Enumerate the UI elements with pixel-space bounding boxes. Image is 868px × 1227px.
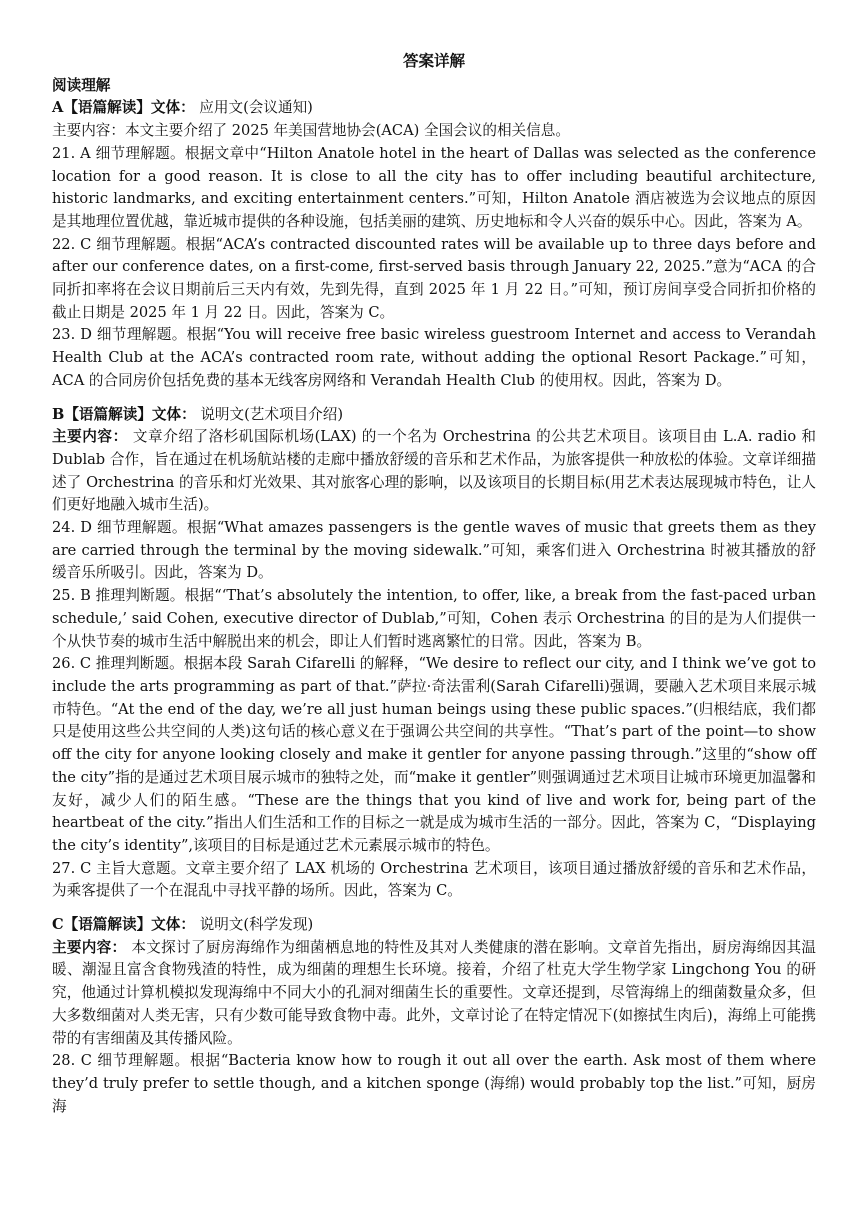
passage-b-heading xyxy=(52,404,816,427)
passage-a-heading-label: A【语篇解读】文体： xyxy=(52,99,195,117)
passage-c-block xyxy=(52,914,816,1118)
passage-a-block xyxy=(52,97,816,392)
passage-c-summary xyxy=(52,937,816,1051)
passage-c-genre: 说明文(科学发现) xyxy=(194,916,314,934)
passage-a-summary: 主要内容：本文主要介绍了 2025 年美国营地协会(ACA) 全国会议的相关信息。 xyxy=(52,122,570,140)
answer-21: 21. A 细节理解题。根据文章中“Hilton Anatole hotel in the heart of Dallas was selected as the conference location for a good reason. It is close to all the city has to offer including beautiful architecture, historic landmarks, and exciting entertainment centers.”可知，Hilton Anatole 酒店被选为会议地点的原因是其地理位置优越，靠近城市提供的各种设施，包括美丽的建筑、历史地标和令人兴奋的娱乐中心。因此，答案为 A。 xyxy=(52,144,816,230)
answer-26: 26. C 推理判断题。根据本段 Sarah Cifarelli 的解释，“We desire to reflect our city, and I think we’ve got to include the arts programming as part of that.”萨拉·奇法雷利(Sarah Cifarelli)强调，要融入艺术项目来展示城市特色。“At the end of the day, we’re all just human beings using these public spaces.”(归根结底，我们都只是使用这些公共空间的人类)这句话的核心意义在于强调公共空间的共享性。“That’s part of the point—to show off the city for anyone looking closely and make it gentler for anyone passing through.”这里的“show off the city”指的是通过艺术项目展示城市的独特之处，而“make it gentler”则强调通过艺术项目让城市环境更加温馨和友好，减少人们的陌生感。“These are the things that you kind of live and work for, being part of the heartbeat of the city.”指出人们生活和工作的目标之一就是成为城市生活的一部分。因此，答案为 C，“Displaying the city’s identity”,该项目的目标是通过艺术元素展示城市的特色。 xyxy=(52,655,816,854)
passage-a-heading xyxy=(52,97,816,120)
section-divider xyxy=(52,393,816,404)
passage-a-genre: 应用文(会议通知) xyxy=(194,99,313,117)
answer-28: 28. C 细节理解题。根据“Bacteria know how to rough it out all over the earth. Ask most of them where they’d truly prefer to settle though, and a kitchen sponge (海绵) would probably top the list.”可知，厨房海 xyxy=(52,1052,816,1115)
document-title: 答案详解 xyxy=(402,51,465,70)
section-divider xyxy=(52,903,816,914)
passage-b-summary xyxy=(52,426,816,517)
passage-b-heading-label: B【语篇解读】文体： xyxy=(52,405,196,423)
passage-c-summary-text: 本文探讨了厨房海绵作为细菌栖息地的特性及其对人类健康的潜在影响。文章首先指出，厨房海绵因其温暖、潮湿且富含食物残渣的特性，成为细菌的理想生长环境。接着，介绍了杜克大学生物学家 Lingchong You 的研究，他通过计算机模拟发现海绵中不同大小的孔洞对细菌生长的重要性。文章还提到，尽管海绵上的细菌数量众多，但大多数细菌对人类无害，只有少数可能导致食物中毒。此外，文章讨论了在特定情况下(如擦拭生肉后)，海绵上可能携带的有害细菌及其传播风险。 xyxy=(52,938,816,1047)
passage-b-block xyxy=(52,404,816,903)
answer-25: 25. B 推理判断题。根据“‘That’s absolutely the intention, to offer, like, a break from the fast-paced urban schedule,’ said Cohen, executive director of Dublab,”可知，Cohen 表示 Orchestrina 的目的是为人们提供一个从快节奏的城市生活中解脱出来的机会，即让人们暂时逃离繁忙的日常。因此，答案为 B。 xyxy=(52,587,816,650)
section-title: 阅读理解 xyxy=(52,76,111,94)
passage-c-summary-label: 主要内容： xyxy=(52,938,127,956)
answer-22: 22. C 细节理解题。根据“ACA’s contracted discounted rates will be available up to three days before and after our conference dates, on a first-come, first-served basis through January 22, 2025.”意为“ACA 的合同折扣率将在会议日期前后三天内有效，先到先得，直到 2025 年 1 月 22 日。”可知，预订房间享受合同折扣价格的截止日期是 2025 年 1 月 22 日。因此，答案为 C。 xyxy=(52,235,816,321)
answer-24: 24. D 细节理解题。根据“What amazes passengers is the gentle waves of music that greets them as they are carried through the terminal by the moving sidewalk.”可知，乘客们进入 Orchestrina 时被其播放的舒缓音乐所吸引。因此，答案为 D。 xyxy=(52,519,816,582)
passage-c-heading xyxy=(52,914,816,937)
passage-c-heading-label: C【语篇解读】文体： xyxy=(52,916,195,934)
passage-b-summary-label: 主要内容： xyxy=(52,428,128,446)
answer-23: 23. D 细节理解题。根据“You will receive free basic wireless guestroom Internet and access to Verandah Health Club at the ACA’s contracted room rate, without adding the optional Resort Package.”可知，ACA 的合同房价包括免费的基本无线客房网络和 Verandah Health Club 的使用权。因此，答案为 D。 xyxy=(52,326,816,389)
passage-b-genre: 说明文(艺术项目介绍) xyxy=(195,405,344,423)
passage-b-summary-text: 文章介绍了洛杉矶国际机场(LAX) 的一个名为 Orchestrina 的公共艺术项目。该项目由 L.A. radio 和 Dublab 合作，旨在通过在机场航站楼的走廊中播放舒缓的音乐和艺术作品，为旅客提供一种放松的体验。文章详细描述了 Orchestrina 的音乐和灯光效果、其对旅客心理的影响，以及该项目的长期目标(用艺术表达展现城市特色，让人们更好地融入城市生活)。 xyxy=(52,428,816,514)
answer-27: 27. C 主旨大意题。文章主要介绍了 LAX 机场的 Orchestrina 艺术项目，该项目通过播放舒缓的音乐和艺术作品，为乘客提供了一个在混乱中寻找平静的场所。因此，答案为 C。 xyxy=(52,859,816,900)
